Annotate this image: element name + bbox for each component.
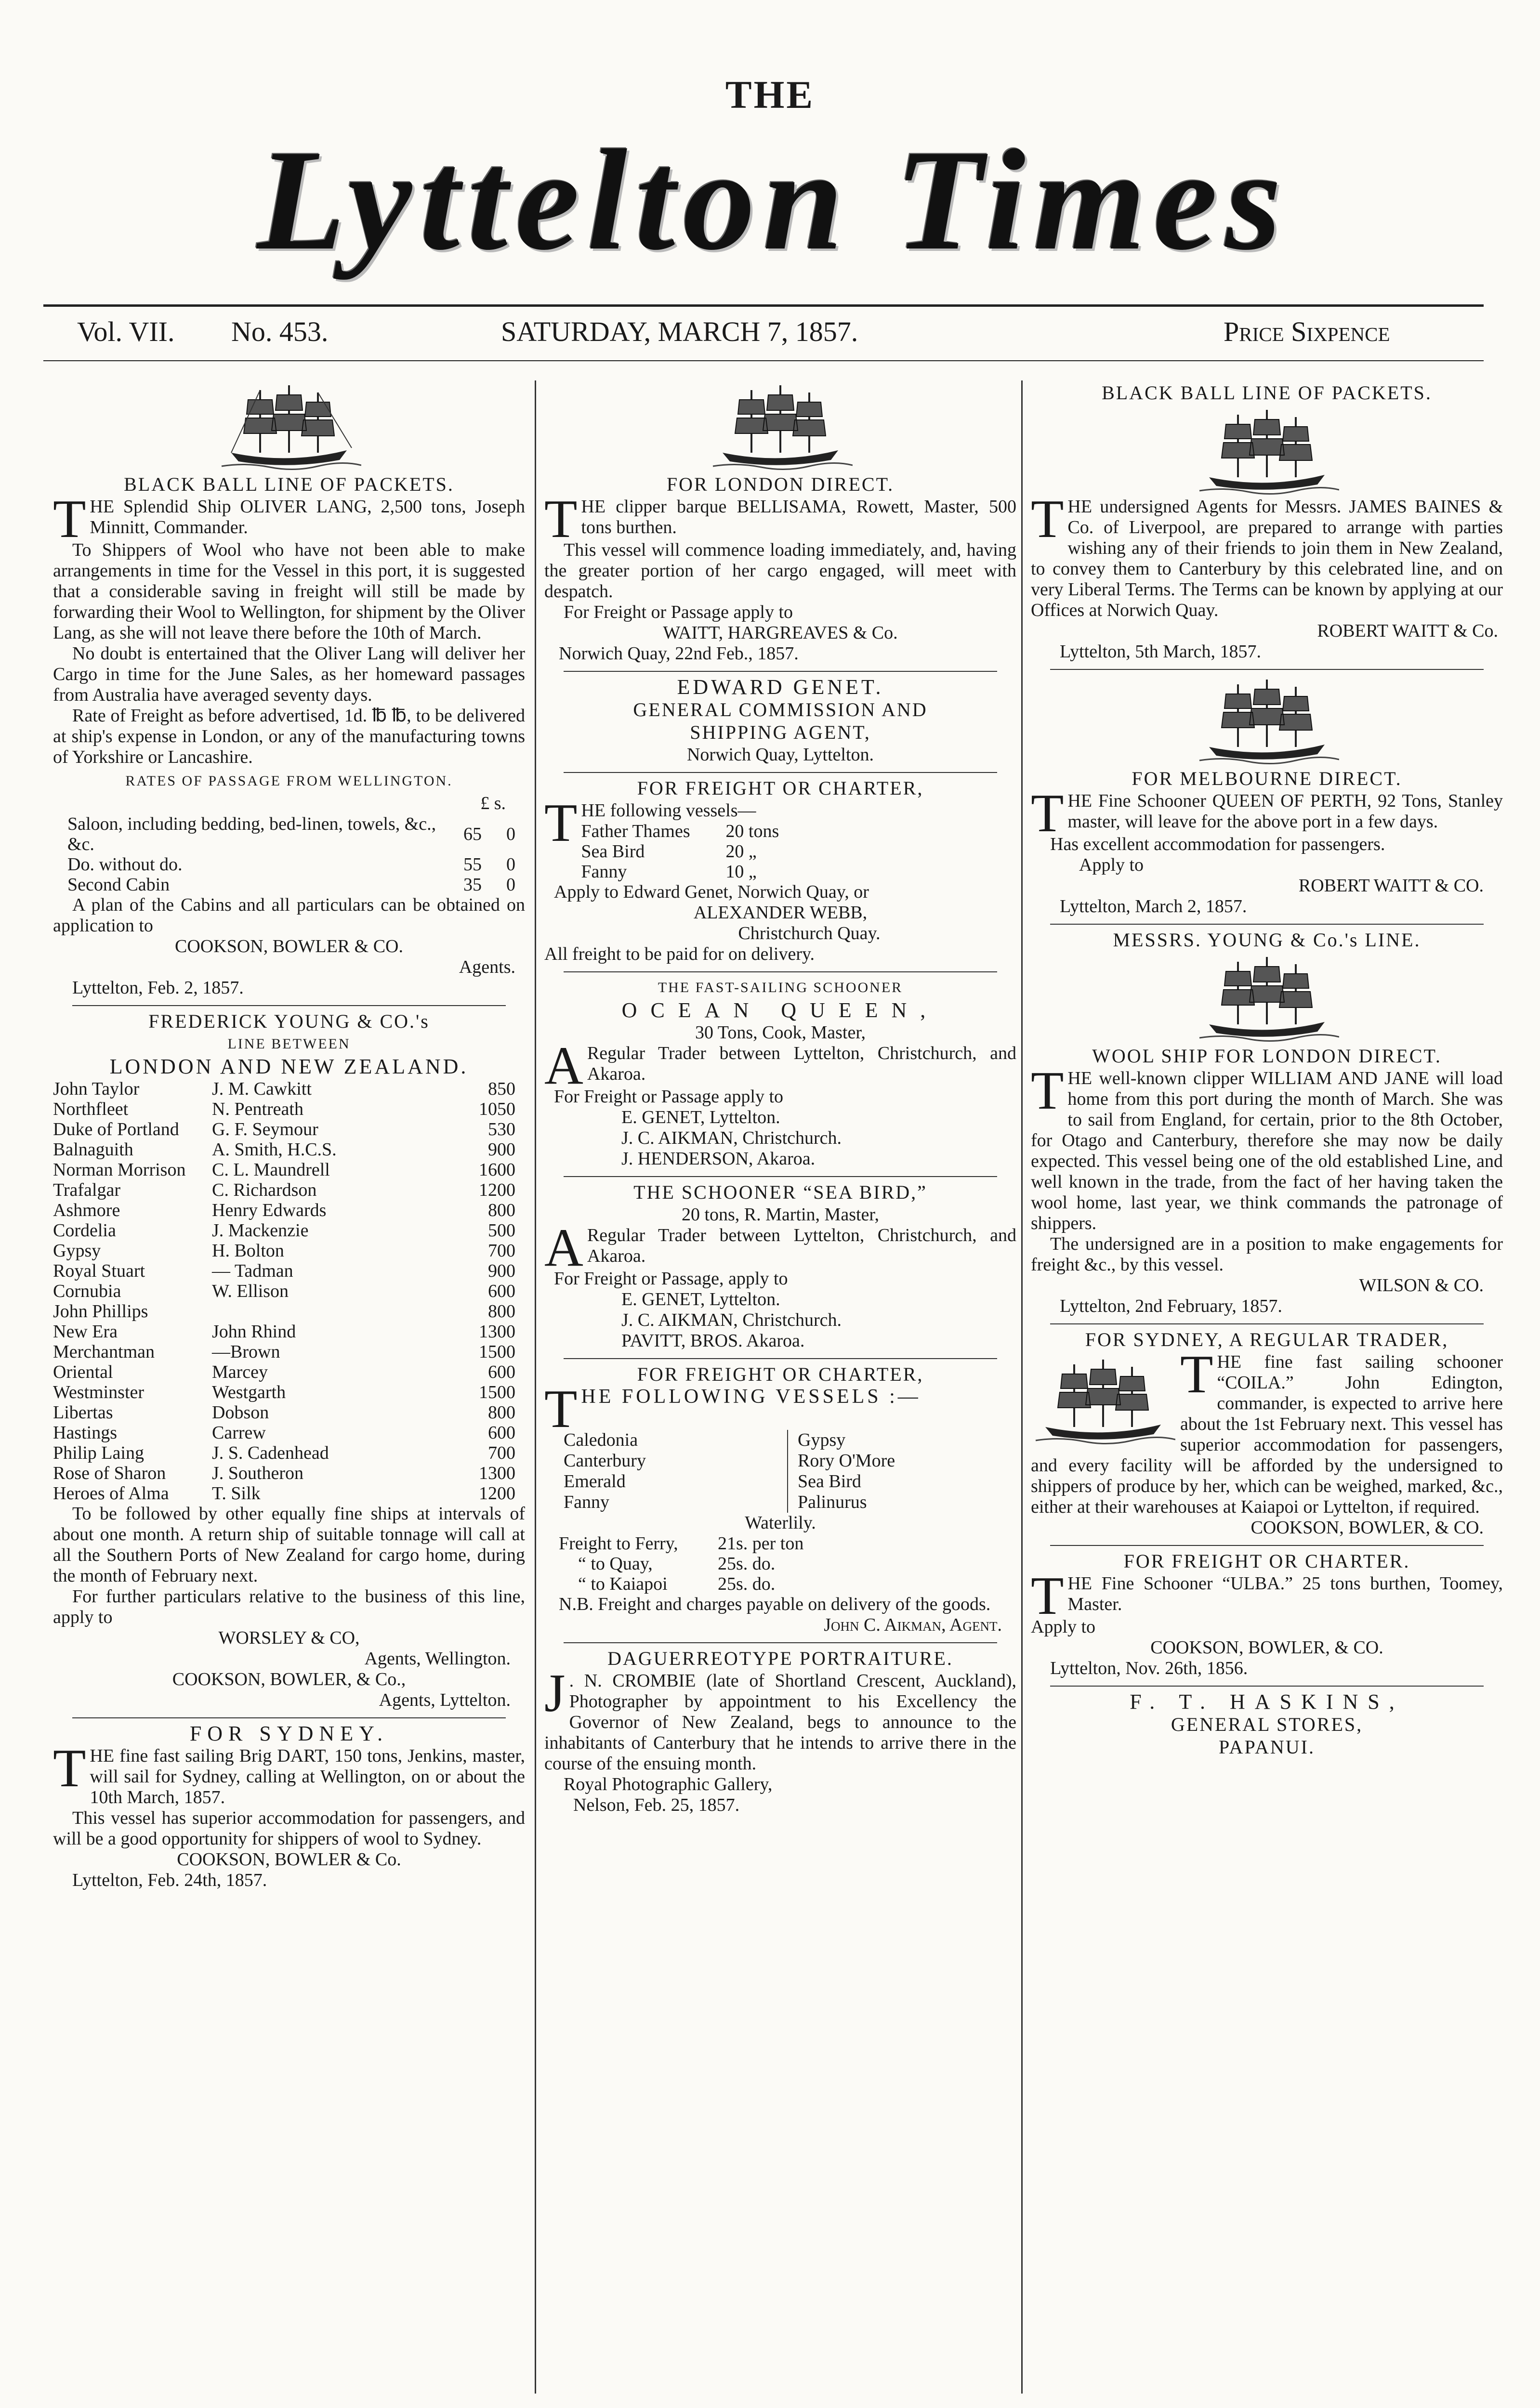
freight-value: 25s. do. (718, 1554, 776, 1574)
sailing-ship-icon (1195, 952, 1339, 1044)
ad-signature: COOKSON, BOWLER, & CO. (1150, 1637, 1383, 1658)
ships-table (53, 1079, 525, 1504)
ship-tonnage: 1300 (479, 1322, 515, 1342)
ship-tonnage: 500 (488, 1220, 515, 1241)
ad-subheading: LINE BETWEEN (227, 1036, 351, 1052)
ad-paragraph: Apply to Edward Genet, Norwich Quay, or (554, 882, 869, 902)
ship-tonnage: 1300 (479, 1463, 515, 1483)
ship-tonnage: 700 (488, 1443, 515, 1463)
ad-heading: FOR FREIGHT OR CHARTER, (637, 1363, 924, 1385)
table-row (53, 875, 525, 895)
ship-master: J. Mackenzie (212, 1220, 309, 1241)
ad-separator (1050, 669, 1484, 670)
ad-separator (564, 1358, 997, 1359)
ad-lead: HE following vessels— (581, 800, 756, 821)
ship-name: Trafalgar (53, 1180, 120, 1200)
ship-tonnage: 1200 (479, 1180, 515, 1200)
ship-master: C. Richardson (212, 1180, 317, 1200)
ship-master (212, 1301, 440, 1322)
ad-line: 30 Tons, Cook, Master, (695, 1022, 866, 1043)
table-row (53, 1382, 525, 1402)
ship-master: —Brown (212, 1342, 280, 1362)
table-row (53, 1220, 525, 1241)
ad-signature: COOKSON, BOWLER & Co. (177, 1849, 401, 1870)
list-item: Caledonia (564, 1430, 638, 1450)
masthead-title: Lyttelton Times (257, 120, 1290, 280)
ad-lead: HE Splendid Ship OLIVER LANG, 2,500 tons, Joseph Minnitt, Commander. (90, 497, 525, 537)
masthead-the: THE (725, 73, 815, 117)
rate-shillings: 0 (506, 824, 515, 844)
ad-separator (564, 1642, 997, 1643)
ship-tonnage: 800 (488, 1402, 515, 1423)
ship-master: G. F. Seymour (212, 1119, 318, 1139)
issue-date: SATURDAY, MARCH 7, 1857. (501, 316, 858, 347)
drop-cap: T (1031, 489, 1064, 549)
ship-name: Oriental (53, 1362, 113, 1382)
ad-paragraph: For Freight or Passage, apply to (554, 1269, 788, 1289)
ad-paragraph: HE clipper barque BELLISAMA, Rowett, Master, 500 tons burthen. (581, 497, 1016, 537)
ship-master: C. L. Maundrell (212, 1160, 330, 1180)
column-rule (1021, 380, 1023, 2394)
ship-name: Cornubia (53, 1281, 121, 1301)
ad-heading: FOR FREIGHT OR CHARTER, (637, 777, 924, 799)
ad-heading: LONDON AND NEW ZEALAND. (109, 1055, 469, 1078)
masthead-rule-top (43, 304, 1484, 307)
ad-signature: WORSLEY & CO, (218, 1628, 360, 1648)
ad-line: Royal Photographic Gallery, (564, 1774, 773, 1794)
ship-tonnage: 850 (488, 1079, 515, 1099)
ship-tonnage: 1200 (479, 1483, 515, 1504)
freight-label: “ to Kaiapoi (578, 1574, 668, 1594)
ship-master: — Tadman (212, 1261, 293, 1281)
column-1 (53, 380, 525, 2403)
ad-heading: FOR FREIGHT OR CHARTER. (1123, 1550, 1410, 1572)
ad-heading: OCEAN QUEEN, (621, 998, 939, 1022)
ad-paragraph: HE Fine Schooner “ULBA.” 25 tons burthen, Toomey, Master. (1067, 1573, 1503, 1614)
ad-signature: J. C. AIKMAN, Christchurch. (621, 1310, 842, 1330)
rate-pounds: 55 (463, 854, 482, 875)
list-item: Sea Bird (798, 1471, 861, 1492)
ad-paragraph: Regular Trader between Lyttelton, Christchurch, and Akaroa. (587, 1043, 1016, 1084)
ad-heading: DAGUERREOTYPE PORTRAITURE. (607, 1648, 953, 1669)
ad-signature: WILSON & CO. (1359, 1275, 1484, 1296)
column-rule (535, 380, 536, 2394)
ad-signature-role: Agents, Wellington. (364, 1649, 511, 1669)
rate-pounds: 35 (463, 875, 482, 895)
rates-units: £ s. (480, 793, 506, 813)
table-row (53, 1362, 525, 1382)
ad-paragraph: This vessel will commence loading immediately, and, having the greater portion of her cargo engaged, will meet with despatch. (544, 540, 1016, 602)
ad-date: Lyttelton, Nov. 26th, 1856. (1050, 1658, 1248, 1678)
ad-signature: COOKSON, BOWLER, & Co., (172, 1669, 406, 1689)
table-row (53, 814, 525, 854)
table-row (53, 1160, 525, 1180)
ad-paragraph: The undersigned are in a position to make engagements for freight &c., by this vessel. (1031, 1234, 1503, 1275)
ad-date: Lyttelton, March 2, 1857. (1060, 896, 1247, 916)
ad-signature: ROBERT WAITT & CO. (1298, 876, 1484, 896)
table-row (53, 1281, 525, 1301)
ad-line: GENERAL COMMISSION AND (633, 699, 928, 720)
ad-separator (564, 1176, 997, 1177)
ad-heading: F. T. HASKINS, (1130, 1690, 1404, 1714)
vessel-name: Fanny (581, 862, 627, 882)
ad-paragraph: For further particulars relative to the business of this line, apply to (53, 1586, 525, 1627)
ad-signature: J. C. AIKMAN, Christchurch. (621, 1128, 842, 1148)
freight-value: 21s. per ton (718, 1533, 804, 1554)
rates-heading: RATES OF PASSAGE FROM WELLINGTON. (125, 773, 453, 789)
ad-heading: FOR SYDNEY. (189, 1722, 389, 1745)
ship-tonnage: 1050 (479, 1099, 515, 1119)
sailing-ship-icon (1195, 405, 1339, 497)
ship-tonnage: 600 (488, 1281, 515, 1301)
ad-signature: ROBERT WAITT & Co. (1317, 621, 1498, 641)
ad-separator (564, 772, 997, 773)
ship-master: Marcey (212, 1362, 268, 1382)
ad-date: Norwich Quay, 22nd Feb., 1857. (559, 643, 799, 664)
ship-master: John Rhind (212, 1322, 296, 1342)
ship-master: H. Bolton (212, 1241, 284, 1261)
list-item: Emerald (564, 1471, 626, 1492)
freight-label: “ to Quay, (578, 1554, 653, 1574)
table-row (53, 1483, 525, 1504)
sailing-ship-icon (1195, 675, 1339, 766)
ship-master: J. S. Cadenhead (212, 1443, 329, 1463)
rate-shillings: 0 (506, 854, 515, 875)
ad-heading: EDWARD GENET. (677, 675, 884, 699)
ad-signature: PAVITT, BROS. Akaroa. (621, 1331, 805, 1351)
ad-heading: WOOL SHIP FOR LONDON DIRECT. (1092, 1045, 1442, 1067)
table-row (53, 1139, 525, 1160)
ad-heading: MESSRS. YOUNG & Co.'s LINE. (1113, 929, 1421, 951)
freight-label: Freight to Ferry, (559, 1533, 678, 1554)
ad-separator (72, 1005, 506, 1006)
ship-name: Northfleet (53, 1099, 129, 1119)
ship-name: Rose of Sharon (53, 1463, 166, 1483)
ship-master: Dobson (212, 1402, 269, 1423)
drop-cap: T (53, 1739, 86, 1798)
table-row (53, 1180, 525, 1200)
ship-tonnage: 800 (488, 1301, 515, 1322)
ad-paragraph: N.B. Freight and charges payable on delivery of the goods. (559, 1594, 991, 1614)
list-item: Fanny (564, 1492, 609, 1512)
ship-tonnage: 800 (488, 1200, 515, 1220)
ship-master: Henry Edwards (212, 1200, 327, 1220)
vessel-tons: 20 „ (725, 841, 757, 862)
table-row (53, 1322, 525, 1342)
ad-paragraph: Apply to (1031, 1617, 1096, 1637)
ad-paragraph: Rate of Freight as before advertised, 1d. ℔ ℔, to be delivered at ship's expense in London, or any of the manufacturing towns of Yorkshire or Lancashire. (53, 706, 525, 767)
ad-heading: FOR LONDON DIRECT. (666, 473, 895, 495)
ad-paragraph: No doubt is entertained that the Oliver Lang will deliver her Cargo in time for the June Sales, as her homeward passages from Australia have averaged seventy days. (53, 643, 525, 705)
price: Price Sixpence (1224, 316, 1390, 347)
table-row (559, 1554, 803, 1574)
ad-signature-role: Agents, Lyttelton. (379, 1690, 511, 1710)
ad-paragraph: Regular Trader between Lyttelton, Christchurch, and Akaroa. (587, 1225, 1016, 1266)
table-row (53, 1423, 525, 1443)
ad-heading: FOR MELBOURNE DIRECT. (1132, 768, 1402, 789)
ad-heading: BLACK BALL LINE OF PACKETS. (124, 473, 454, 495)
ad-paragraph: HE well-known clipper WILLIAM AND JANE will load home from this port during the month of March. She was to sail from England, for certain, prior to the 8th October, for Otago and Canterbury, therefore she may now be daily expected. This vessel being one of the old established Line, and well known in the trade, from the fact of her having taken the wool home, last year, we think commands the patronage of shippers. (1031, 1068, 1503, 1233)
ad-separator (1050, 1545, 1484, 1546)
ship-master: W. Ellison (212, 1281, 289, 1301)
rate-label: Second Cabin (67, 875, 170, 895)
ship-name: John Taylor (53, 1079, 140, 1099)
ship-tonnage: 600 (488, 1423, 515, 1443)
ship-tonnage: 530 (488, 1119, 515, 1139)
ad-heading: BLACK BALL LINE OF PACKETS. (1102, 382, 1432, 404)
ad-line: SHIPPING AGENT, (690, 721, 871, 743)
ad-line: PAPANUI. (1218, 1736, 1315, 1758)
table-row (581, 841, 779, 862)
vessel-tons: 10 „ (725, 862, 757, 882)
ad-paragraph: Apply to (1079, 855, 1144, 875)
ship-name: Merchantman (53, 1342, 155, 1362)
ad-paragraph: To be followed by other equally fine ships at intervals of about one month. A return ship of suitable tonnage will call at all the Southern Ports of New Zealand for cargo home, during the month of February next. (53, 1504, 525, 1586)
ad-date: Lyttelton, 5th March, 1857. (1060, 641, 1261, 662)
ad-paragraph: For Freight or Passage apply to (564, 602, 793, 622)
ship-tonnage: 1600 (479, 1160, 515, 1180)
ad-line: GENERAL STORES, (1171, 1714, 1363, 1735)
ship-tonnage: 900 (488, 1139, 515, 1160)
table-row (53, 1261, 525, 1281)
ad-separator (1050, 1323, 1484, 1324)
ship-tonnage: 600 (488, 1362, 515, 1382)
ad-date: Lyttelton, 2nd February, 1857. (1060, 1296, 1282, 1316)
table-row (581, 821, 779, 841)
ship-name: Westminster (53, 1382, 145, 1402)
vessel-name: Father Thames (581, 821, 690, 841)
drop-cap: T (53, 489, 86, 549)
ad-paragraph: HE fine fast sailing schooner “COILA.” John Edington, commander, is expected to arrive here about the 1st February next. This vessel has superior accommodation for passengers, and every facility will be afforded by the undersigned to shippers of produce by her, which can be weighed, marked, &c., either at their warehouses at Kaiapoi or Lyttelton, if required. (1031, 1352, 1503, 1517)
table-row (53, 1079, 525, 1099)
vessel-list (544, 1430, 1016, 1513)
ad-separator (72, 1717, 506, 1718)
ad-paragraph: Has excellent accommodation for passengers. (1050, 834, 1385, 854)
ad-signature: E. GENET, Lyttelton. (621, 1289, 780, 1309)
sailing-ship-icon (1031, 1355, 1175, 1446)
rates-table (53, 814, 525, 895)
ship-name: Hastings (53, 1423, 117, 1443)
table-row (53, 1443, 525, 1463)
ad-signature: E. GENET, Lyttelton. (621, 1107, 780, 1127)
list-item: Waterlily. (745, 1513, 816, 1533)
freight-value: 25s. do. (718, 1574, 776, 1594)
table-row (559, 1574, 803, 1594)
ad-body (1031, 1352, 1503, 1518)
table-row (581, 862, 779, 882)
ship-name: Libertas (53, 1402, 113, 1423)
ship-master: T. Silk (212, 1483, 261, 1504)
ad-paragraph: For Freight or Passage apply to (554, 1086, 784, 1107)
ship-name: Cordelia (53, 1220, 116, 1241)
ad-paragraph: To Shippers of Wool who have not been able to make arrangements in time for the Vessel in this port, it is suggested that a considerable saving in freight will still be made by forwarding their Wool to Wellington, for shipment by the Oliver Lang, as she will not leave there before the 10th of March. (53, 540, 525, 643)
ship-master: A. Smith, H.C.S. (212, 1139, 337, 1160)
ship-name: New Era (53, 1322, 118, 1342)
ad-paragraph: All freight to be paid for on delivery. (544, 944, 815, 964)
ship-name: Philip Laing (53, 1443, 144, 1463)
column-3 (1031, 380, 1503, 2403)
ship-master: J. M. Cawkitt (212, 1079, 312, 1099)
vessel-tons: 20 tons (725, 821, 779, 841)
ship-master: J. Southeron (212, 1463, 303, 1483)
ad-signature: J. HENDERSON, Akaroa. (621, 1149, 816, 1169)
ad-line: Norwich Quay, Lyttelton. (686, 745, 874, 765)
table-row (53, 1342, 525, 1362)
ad-separator (1050, 924, 1484, 925)
column-2 (544, 380, 1016, 2403)
ship-name: Duke of Portland (53, 1119, 179, 1139)
ad-separator (1050, 1686, 1484, 1687)
ad-heading: FREDERICK YOUNG & CO.'s (148, 1010, 430, 1032)
dateline (77, 315, 1464, 354)
ad-lead: HE FOLLOWING VESSELS :— (581, 1386, 921, 1408)
ad-date: Nelson, Feb. 25, 1857. (573, 1795, 740, 1815)
drop-cap: T (1031, 1061, 1064, 1121)
rate-pounds: 65 (463, 824, 482, 844)
ad-signature: ALEXANDER WEBB, (693, 903, 868, 923)
table-row (53, 854, 525, 875)
ship-name: Gypsy (53, 1241, 101, 1261)
issue-number: No. 453. (231, 316, 329, 347)
ship-tonnage: 700 (488, 1241, 515, 1261)
ship-name: Norman Morrison (53, 1160, 186, 1180)
vessels-table (581, 821, 779, 882)
ad-paragraph: HE fine fast sailing Brig DART, 150 tons, Jenkins, master, will sail for Sydney, calling at Wellington, on or about the 10th March, 1857. (90, 1746, 525, 1807)
ad-heading: THE SCHOONER “SEA BIRD,” (633, 1181, 927, 1203)
table-row (559, 1533, 803, 1554)
rate-label: Saloon, including bedding, bed-linen, towels, &c., &c. (67, 814, 436, 854)
rate-label: Do. without do. (67, 854, 183, 875)
vessel-list-right (788, 1430, 1016, 1513)
ship-master: Carrew (212, 1423, 266, 1443)
ad-paragraph: This vessel has superior accommodation for passengers, and will be a good opportunity for shippers of wool to Sydney. (53, 1808, 525, 1849)
freight-rates-table (559, 1533, 803, 1594)
list-item: Gypsy (798, 1430, 846, 1450)
table-row (53, 1241, 525, 1261)
ship-name: Ashmore (53, 1200, 120, 1220)
table-row (53, 1402, 525, 1423)
table-row (53, 1463, 525, 1483)
ad-line: Christchurch Quay. (738, 923, 881, 943)
sailing-ship-icon (217, 380, 361, 472)
ship-master: N. Pentreath (212, 1099, 303, 1119)
list-item: Rory O'More (798, 1451, 895, 1471)
ad-paragraph: . N. CROMBIE (late of Shortland Crescent, Auckland), Photographer by appointment to his Excellency the Governor of New Zealand, begs to announce to the inhabitants of Canterbury that he intends to arrive there in the course of the ensuing month. (544, 1671, 1016, 1774)
drop-cap: T (544, 793, 578, 853)
ad-signature: WAITT, HARGREAVES & Co. (663, 623, 898, 643)
ship-tonnage: 1500 (479, 1342, 515, 1362)
table-row (53, 1119, 525, 1139)
drop-cap: T (1031, 1566, 1064, 1626)
ad-signature-role: Agents. (459, 957, 515, 977)
ad-date: Lyttelton, Feb. 2, 1857. (72, 978, 244, 998)
ad-paragraph: A plan of the Cabins and all particulars can be obtained on application to (53, 895, 525, 936)
drop-cap: T (544, 489, 578, 549)
ship-master: Westgarth (212, 1382, 286, 1402)
ad-paragraph: HE Fine Schooner QUEEN OF PERTH, 92 Tons, Stanley master, will leave for the above port in a few days. (1067, 791, 1503, 832)
ad-signature: COOKSON, BOWLER & CO. (175, 936, 403, 956)
ad-signature: COOKSON, BOWLER, & CO. (1250, 1518, 1484, 1538)
drop-cap: T (1180, 1352, 1213, 1404)
drop-cap: T (544, 1379, 578, 1439)
ad-heading: FOR SYDNEY, A REGULAR TRADER, (1085, 1329, 1449, 1350)
drop-cap: T (1031, 784, 1064, 843)
masthead-rule-bottom (43, 360, 1484, 361)
drop-cap: A (544, 1036, 583, 1096)
drop-cap: A (544, 1218, 583, 1278)
drop-cap: J (544, 1663, 566, 1723)
ad-signature: John C. Aikman, Agent. (824, 1615, 1002, 1635)
ad-date: Lyttelton, Feb. 24th, 1857. (72, 1870, 267, 1890)
list-item: Canterbury (564, 1451, 646, 1471)
sailing-ship-icon (708, 380, 853, 472)
rate-shillings: 0 (506, 875, 515, 895)
table-row (53, 1301, 525, 1322)
vessel-name: Sea Bird (581, 841, 645, 862)
table-row (53, 1200, 525, 1220)
ship-name: Heroes of Alma (53, 1483, 169, 1504)
list-item: Palinurus (798, 1492, 867, 1512)
ad-separator (564, 971, 997, 972)
ship-name: Balnaguith (53, 1139, 133, 1160)
ship-name: John Phillips (53, 1301, 148, 1322)
ad-separator (564, 671, 997, 672)
vessel-list-left (564, 1430, 788, 1513)
ship-name: Royal Stuart (53, 1261, 145, 1281)
ad-line: 20 tons, R. Martin, Master, (681, 1204, 880, 1225)
ad-subheading: THE FAST-SAILING SCHOONER (658, 980, 903, 995)
table-row (53, 1099, 525, 1119)
volume: Vol. VII. (77, 316, 175, 347)
ship-tonnage: 1500 (479, 1382, 515, 1402)
ad-paragraph: HE undersigned Agents for Messrs. JAMES BAINES & Co. of Liverpool, are prepared to arrange with parties wishing any of their friends to join them in New Zealand, to convey them to Canterbury by this celebrated line, and on very Liberal Terms. The Terms can be known by applying at our Offices at Norwich Quay. (1031, 497, 1503, 620)
ship-tonnage: 900 (488, 1261, 515, 1281)
